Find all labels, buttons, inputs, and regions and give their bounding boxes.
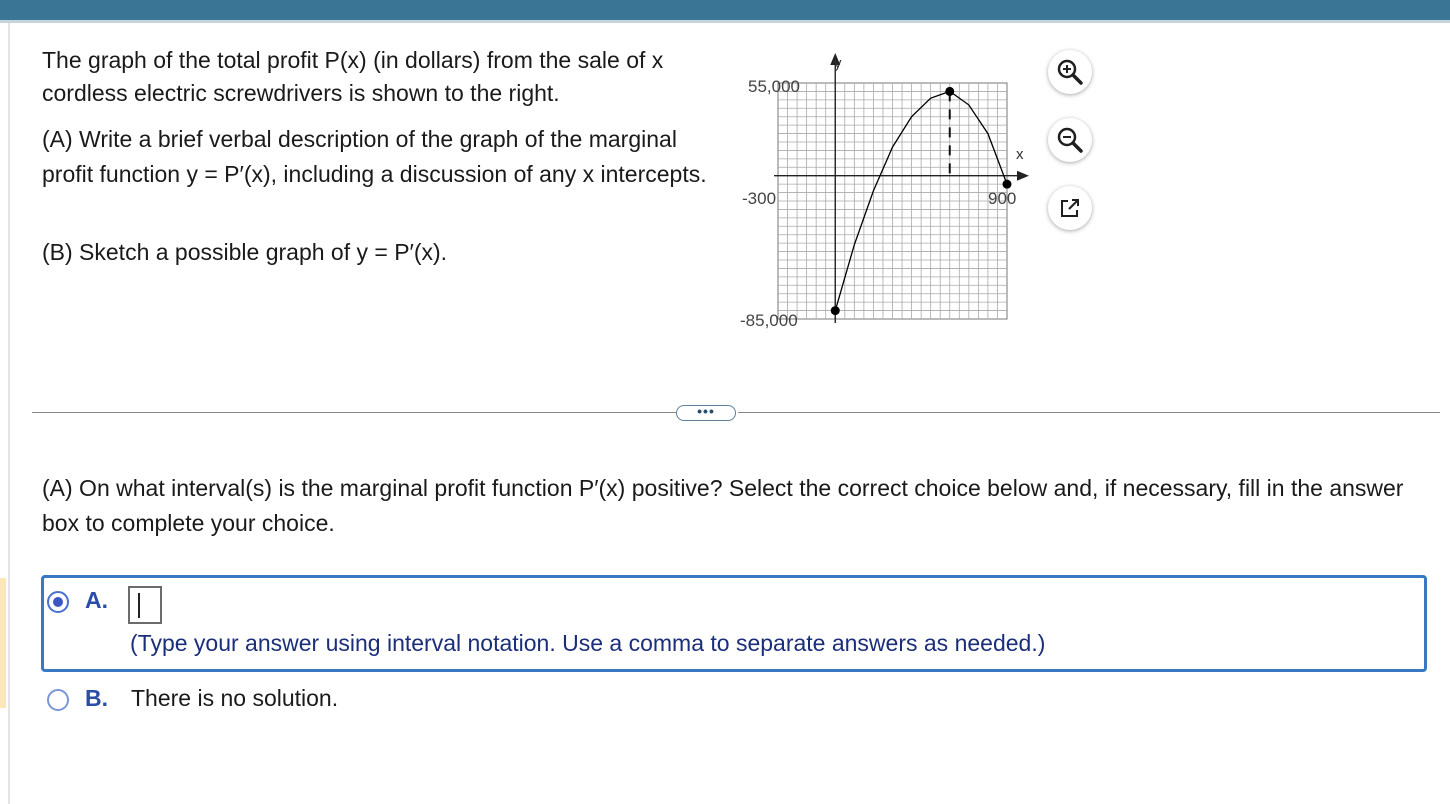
answer-input[interactable] bbox=[128, 586, 162, 624]
choice-a-letter: A. bbox=[85, 587, 108, 613]
section-divider-right bbox=[738, 412, 1440, 413]
x-axis-arrow bbox=[1017, 171, 1029, 181]
answer-hint: (Type your answer using interval notation. Use a comma to separate answers as needed.) bbox=[130, 630, 1046, 656]
graph-grid bbox=[778, 83, 1007, 319]
question-text: (A) On what interval(s) is the marginal profit function P′(x) positive? Select the correct choice below and, if necessary, fill in the answer box to complete your choice. bbox=[42, 475, 1404, 536]
y-axis-label: y bbox=[834, 55, 842, 72]
zoom-out-icon bbox=[1056, 126, 1084, 154]
marked-point bbox=[945, 87, 954, 96]
radio-selected-dot bbox=[53, 597, 63, 607]
x-max-tick-label: 900 bbox=[988, 189, 1017, 208]
choice-a-box bbox=[41, 575, 1427, 672]
problem-intro: The graph of the total profit P(x) (in dollars) from the sale of x cordless electric screwdrivers is shown to the right. bbox=[42, 47, 664, 106]
x-min-tick-label: -300 bbox=[742, 189, 777, 208]
text-caret bbox=[138, 593, 140, 618]
section-divider-left bbox=[32, 412, 676, 413]
popout-icon bbox=[1058, 196, 1082, 220]
zoom-in-button[interactable] bbox=[1048, 50, 1092, 94]
popout-button[interactable] bbox=[1048, 186, 1092, 230]
zoom-in-icon bbox=[1056, 58, 1084, 86]
choice-b-radio[interactable] bbox=[47, 689, 69, 711]
left-highlight bbox=[0, 578, 6, 708]
problem-part-b: (B) Sketch a possible graph of y = P′(x). bbox=[42, 239, 448, 265]
expand-button[interactable]: ••• bbox=[676, 405, 736, 421]
choice-a-radio[interactable] bbox=[47, 591, 69, 613]
problem-part-a: (A) Write a brief verbal description of the graph of the marginal profit function y = P′(x), including a discussion of any x intercepts. bbox=[42, 126, 707, 187]
zoom-out-button[interactable] bbox=[1048, 118, 1092, 162]
choice-b-text: There is no solution. bbox=[131, 685, 339, 711]
top-bar-shadow bbox=[0, 20, 1450, 23]
top-bar bbox=[0, 0, 1450, 20]
profit-graph bbox=[730, 45, 1050, 335]
marked-point bbox=[1003, 180, 1012, 189]
y-max-tick-label: 55,000 bbox=[748, 77, 800, 96]
y-min-tick-label: -85,000 bbox=[740, 311, 798, 330]
x-axis-label: x bbox=[1016, 146, 1024, 163]
left-rule bbox=[8, 23, 10, 804]
choice-b-letter: B. bbox=[85, 685, 108, 711]
marked-point bbox=[831, 306, 840, 315]
